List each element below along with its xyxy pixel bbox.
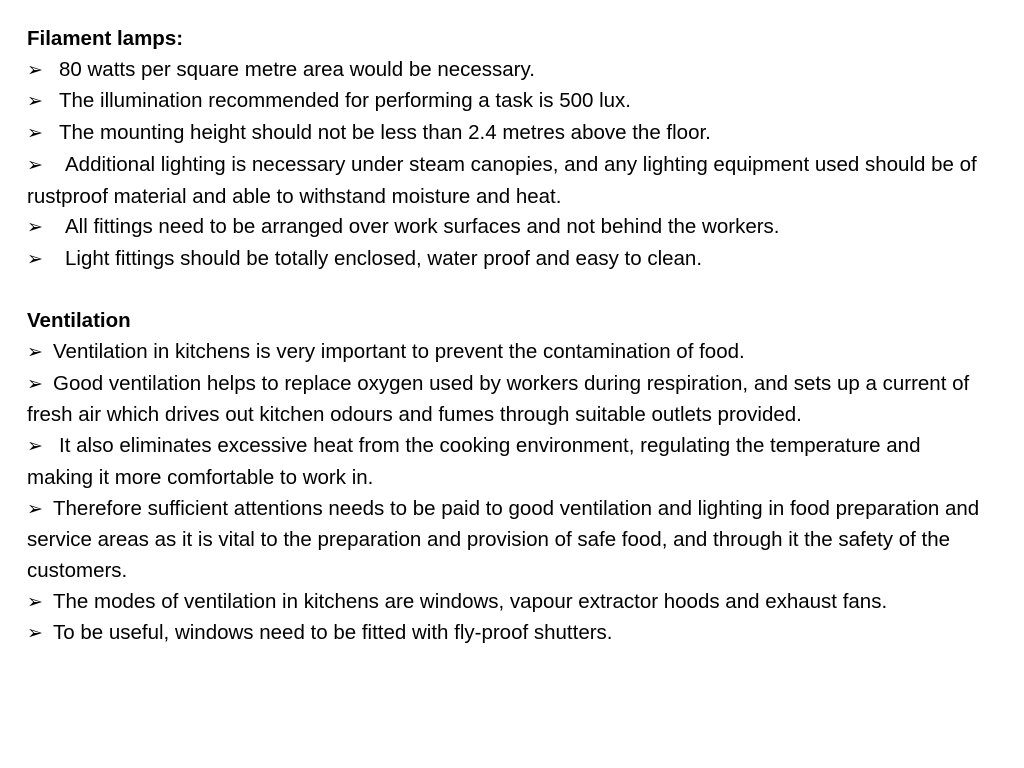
arrow-bullet-icon: ➢ [27, 59, 43, 81]
item-text: Additional lighting is necessary under steam canopies, and any lighting equipment used should be of rustproof material and able to withstand moisture and heat. [27, 152, 977, 208]
item-text: To be useful, windows need to be fitted with fly-proof shutters. [53, 621, 613, 645]
slide-content [27, 24, 987, 650]
item-text: Therefore sufficient attentions needs to be paid to good ventilation and lighting in food preparation and service areas as it is vital to the preparation and provision of safe food, and through it the safety of the customers. [27, 496, 980, 582]
ventilation-item-6 [27, 618, 987, 650]
arrow-bullet-icon: ➢ [27, 591, 43, 613]
filament-item-2 [27, 86, 987, 118]
arrow-bullet-icon: ➢ [27, 154, 43, 176]
ventilation-item-1 [27, 337, 987, 369]
arrow-bullet-icon: ➢ [27, 373, 43, 395]
ventilation-item-2 [27, 369, 987, 431]
arrow-bullet-icon: ➢ [27, 623, 43, 645]
ventilation-item-3 [27, 431, 987, 493]
item-text: Good ventilation helps to replace oxygen used by workers during respiration, and sets up a current of fresh air which drives out kitchen odours and fumes through suitable outlets provided. [27, 371, 970, 427]
arrow-bullet-icon: ➢ [27, 342, 43, 364]
filament-item-6 [27, 244, 987, 276]
arrow-bullet-icon: ➢ [27, 498, 43, 520]
ventilation-item-5 [27, 587, 987, 619]
item-text: All fittings need to be arranged over work surfaces and not behind the workers. [65, 215, 780, 239]
section-spacer [27, 276, 987, 307]
filament-item-3 [27, 118, 987, 150]
arrow-bullet-icon: ➢ [27, 91, 43, 113]
item-text: 80 watts per square metre area would be necessary. [59, 57, 535, 81]
filament-heading: Filament lamps: [27, 27, 184, 50]
ventilation-item-4 [27, 494, 987, 587]
arrow-bullet-icon: ➢ [27, 436, 43, 458]
ventilation-heading: Ventilation [27, 309, 131, 333]
filament-item-4 [27, 150, 987, 212]
arrow-bullet-icon: ➢ [27, 217, 43, 239]
item-text: It also eliminates excessive heat from the cooking environment, regulating the temperature and making it more comfortable to work in. [27, 434, 921, 489]
item-text: The illumination recommended for performing a task is 500 lux. [59, 89, 631, 113]
arrow-bullet-icon: ➢ [27, 248, 43, 270]
item-text: Light fittings should be totally enclosed, water proof and easy to clean. [65, 246, 703, 270]
filament-item-5 [27, 212, 987, 244]
item-text: The mounting height should not be less than 2.4 metres above the floor. [59, 121, 711, 145]
filament-item-1 [27, 55, 987, 87]
item-text: Ventilation in kitchens is very important to prevent the contamination of food. [53, 340, 745, 364]
item-text: The modes of ventilation in kitchens are windows, vapour extractor hoods and exhaust fans. [53, 589, 888, 613]
arrow-bullet-icon: ➢ [27, 123, 43, 145]
